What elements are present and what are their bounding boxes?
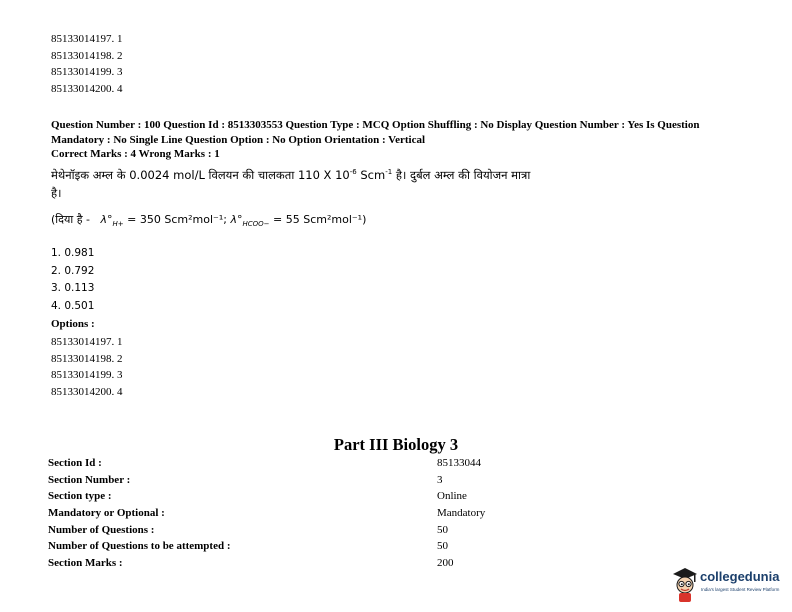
question-marks: Correct Marks : 4 Wrong Marks : 1 <box>51 148 220 160</box>
section-key: Mandatory or Optional : <box>48 507 165 520</box>
question-given-data <box>51 212 366 228</box>
section-value: 50 <box>437 540 448 553</box>
option-item: 85133014199. 3 <box>51 369 123 381</box>
question-text-part: मेथेनॉइक अम्ल के 0.0024 mol/L विलयन की चालकता 110 X 10 <box>51 167 350 182</box>
logo-tagline: India's largest Student Review Platform <box>701 587 780 592</box>
answer-choices <box>51 245 94 316</box>
options-list <box>51 334 123 400</box>
logo-brand: collegedunia <box>700 569 780 584</box>
section-value: Online <box>437 490 467 503</box>
section-key: Number of Questions to be attempted : <box>48 540 231 553</box>
option-item: 85133014197. 1 <box>51 33 123 45</box>
section-key: Number of Questions : <box>48 523 155 536</box>
option-item: 85133014199. 3 <box>51 66 123 78</box>
lambda-subscript: HCOO− <box>242 220 270 229</box>
previous-question-options <box>51 31 123 97</box>
option-item: 85133014200. 4 <box>51 82 123 95</box>
section-key: Section Number : <box>48 473 131 486</box>
part-title: Part III Biology 3 <box>333 435 459 454</box>
lambda-symbol: λ° <box>100 213 113 226</box>
given-value: = 55 Scm²mol⁻¹) <box>273 213 367 226</box>
option-item: 85133014200. 4 <box>51 385 123 398</box>
answer-choice: 1. 0.981 <box>51 247 95 259</box>
option-item: 85133014198. 2 <box>51 352 123 365</box>
collegedunia-logo[interactable] <box>670 565 785 605</box>
section-value: 3 <box>437 473 443 486</box>
answer-choice: 4. 0.501 <box>51 300 95 313</box>
given-value: = 350 Scm²mol⁻¹; <box>127 213 231 226</box>
options-label: Options : <box>51 318 95 330</box>
question-text-part: Scm <box>356 167 386 182</box>
lambda-subscript: H+ <box>112 220 124 229</box>
question-text-part: है। दुर्बल अम्ल की वियोजन मात्रा <box>392 167 531 182</box>
section-value: 85133044 <box>437 457 481 469</box>
question-exponent: -6 <box>349 168 357 176</box>
section-value: 200 <box>437 557 454 570</box>
given-prefix: (दिया है - <box>51 213 91 226</box>
question-exponent: -1 <box>385 168 393 176</box>
option-item: 85133014198. 2 <box>51 49 123 62</box>
graduate-mascot-icon <box>670 565 700 603</box>
option-item: 85133014197. 1 <box>51 336 123 348</box>
section-key: Section Id : <box>48 457 102 469</box>
section-value: Mandatory <box>437 507 486 520</box>
lambda-symbol: λ° <box>230 213 243 226</box>
question-text-line2: है। <box>51 185 62 200</box>
answer-choice: 2. 0.792 <box>51 264 95 277</box>
question-meta: Question Number : 100 Question Id : 8513303553 Question Type : MCQ Option Shuffling : No Display Question Number : Yes Is Question Mandatory : No Single Line Question Option : No Option Orientation : Vertical <box>51 119 700 146</box>
section-key: Section type : <box>48 490 112 503</box>
answer-choice: 3. 0.113 <box>51 282 95 295</box>
section-key: Section Marks : <box>48 557 123 570</box>
section-value: 50 <box>437 523 448 536</box>
question-text <box>51 163 591 202</box>
